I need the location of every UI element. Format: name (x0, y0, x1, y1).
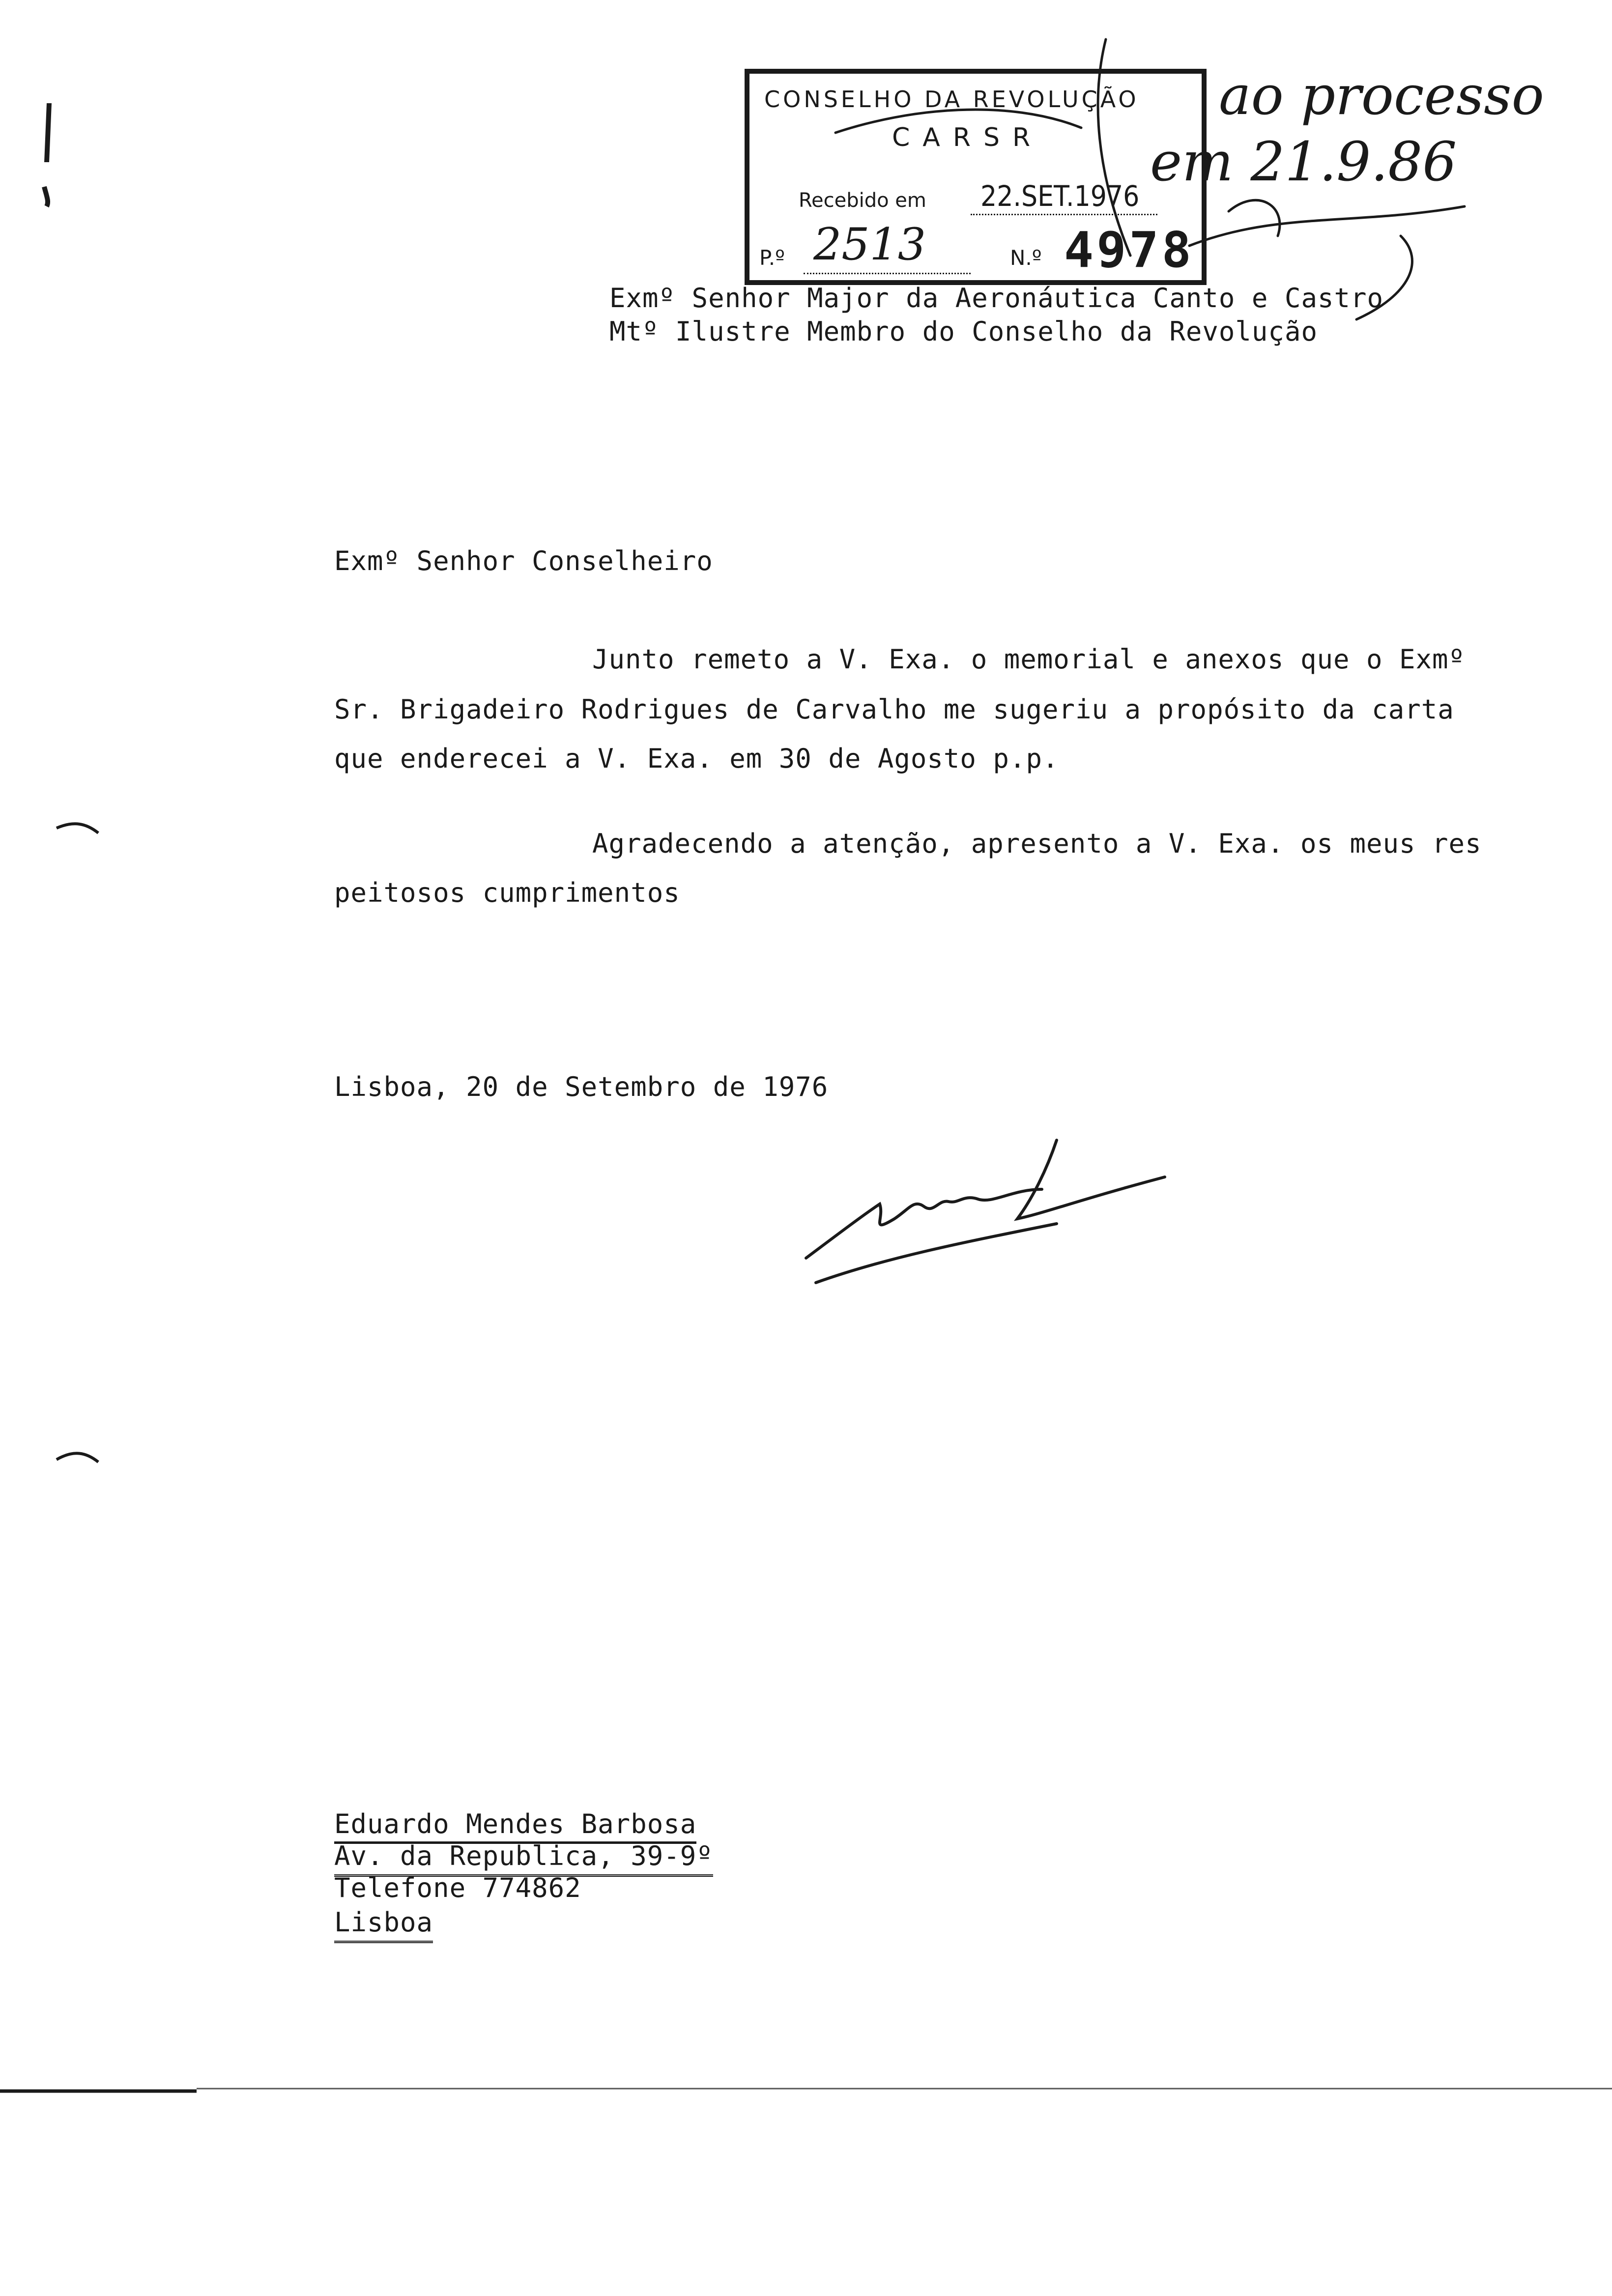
date-line: Lisboa, 20 de Setembro de 1976 (334, 1071, 829, 1102)
stamp-p-label: P.º (759, 246, 785, 270)
sender-phone: Telefone 774862 (334, 1872, 581, 1903)
stamp-n-label: N.º (1010, 246, 1042, 270)
addressee-line-1: Exmº Senhor Major da Aeronáutica Canto e Castro (609, 283, 1384, 314)
body-p1-line-2: Sr. Brigadeiro Rodrigues de Carvalho me sugeriu a propósito da carta (334, 694, 1454, 725)
body-p1-line-3: que enderecei a V. Exa. em 30 de Agosto p.p. (334, 743, 1059, 774)
stamp-code: CARSR (892, 123, 1043, 152)
salutation: Exmº Senhor Conselheiro (334, 545, 713, 576)
stamp-received-label: Recebido em (799, 189, 926, 212)
stamp-received-date: 22.SET.1976 (980, 179, 1140, 213)
body-p2-line-2: peitosos cumprimentos (334, 877, 680, 908)
annotation-line-1: ao processo (1219, 64, 1544, 127)
body-p2-line-1: Agradecendo a atenção, apresento a V. Exa. os meus res (592, 828, 1482, 859)
stamp-org: CONSELHO DA REVOLUÇÃO (764, 86, 1139, 113)
body-p1-line-1: Junto remeto a V. Exa. o memorial e anexos que o Exmº (592, 644, 1466, 675)
addressee-line-2: Mtº Ilustre Membro do Conselho da Revolução (609, 316, 1318, 347)
stamp-n-value: 4978 (1064, 221, 1194, 279)
stamp-p-value: 2513 (813, 219, 926, 270)
sender-city: Lisboa (334, 1907, 433, 1938)
annotation-line-2: em 21.9.86 (1150, 130, 1457, 193)
sender-name: Eduardo Mendes Barbosa (334, 1808, 696, 1839)
sender-address: Av. da Republica, 39-9º (334, 1840, 713, 1871)
